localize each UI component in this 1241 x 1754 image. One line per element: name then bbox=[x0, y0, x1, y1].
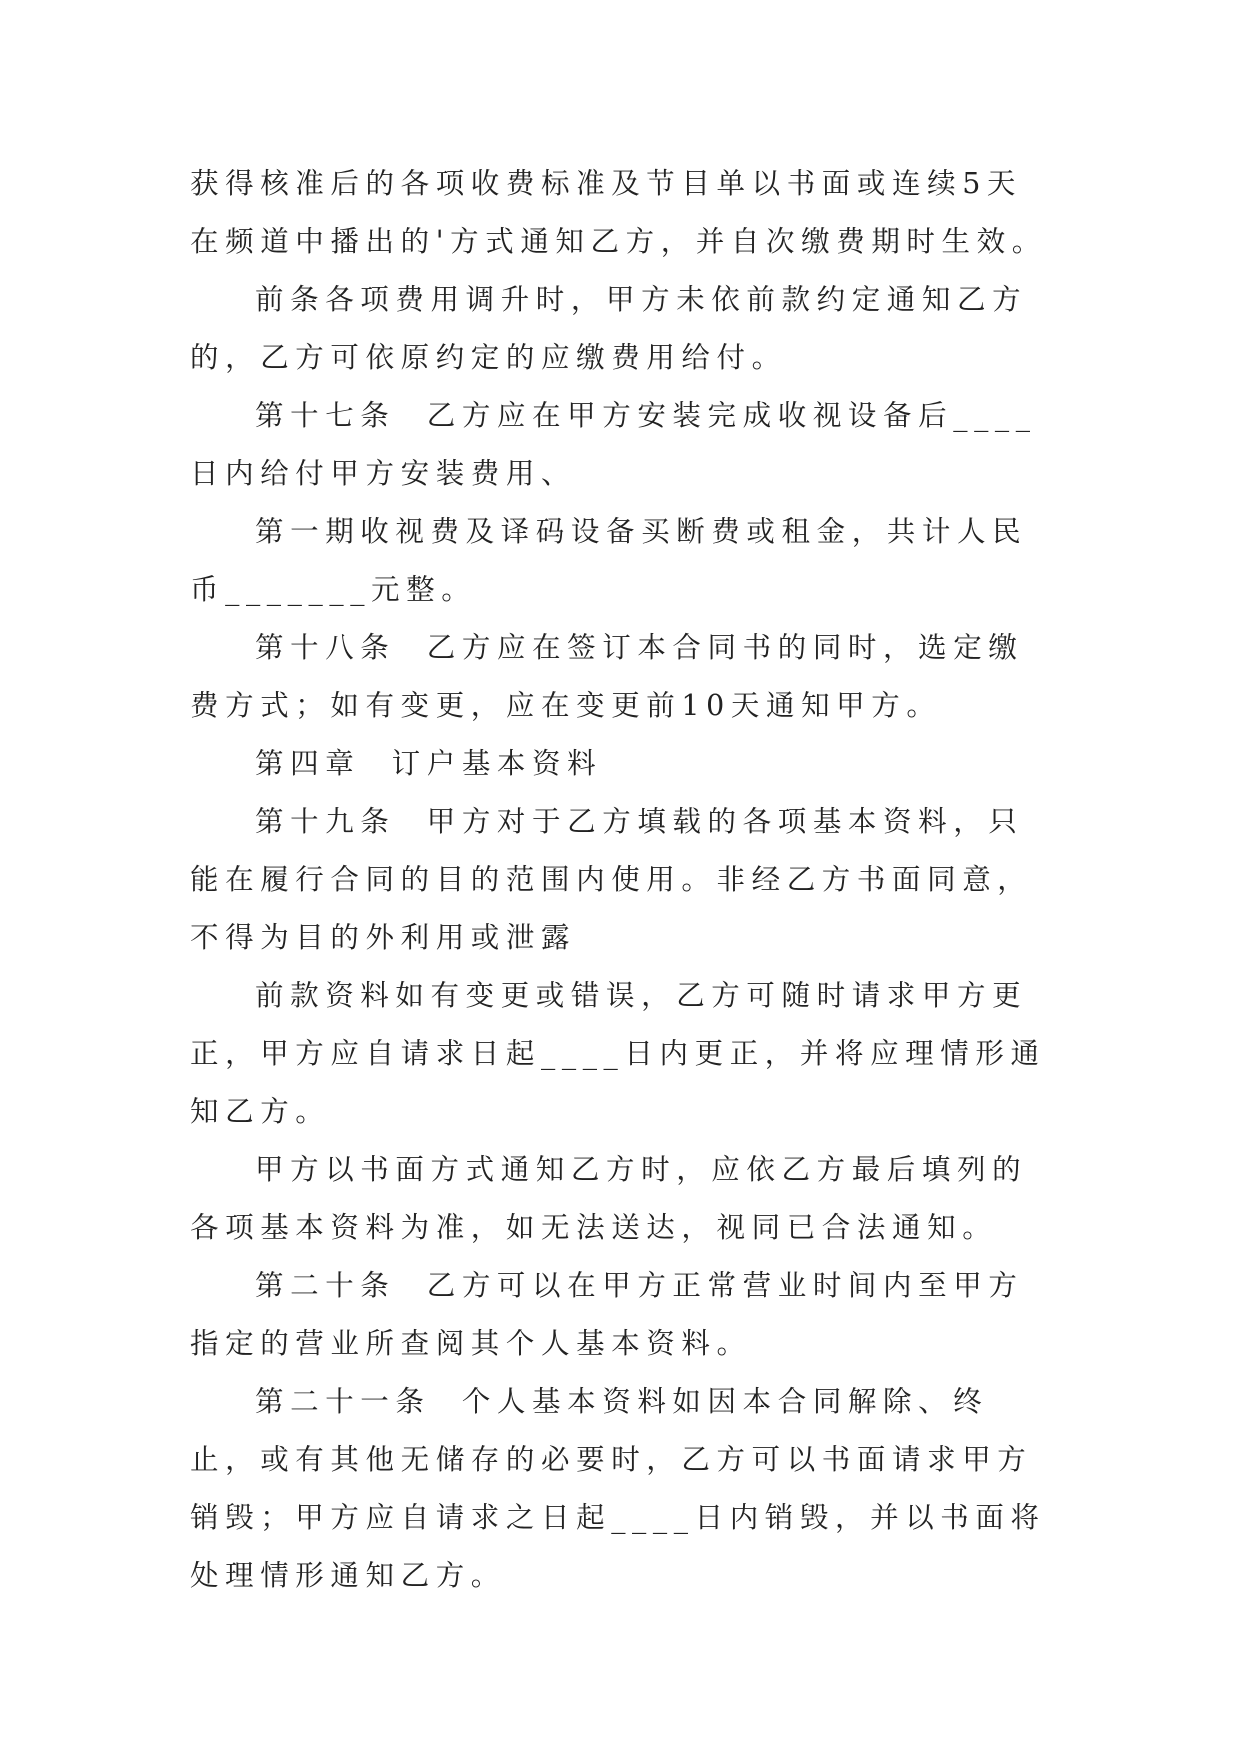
article-17-paragraph: 第十七条 乙方应在甲方安装完成收视设备后____日内给付甲方安装费用、 bbox=[190, 399, 1037, 490]
article-21-paragraph: 第二十一条 个人基本资料如因本合同解除、终止，或有其他无储存的必要时，乙方可以书面请求甲方销毁；甲方应自请求之日起____日内销毁，并以书面将处理情形通知乙方。 bbox=[190, 1385, 1046, 1592]
article-19-paragraph: 第十九条 甲方对于乙方填载的各项基本资料，只能在履行合同的目的范围内使用。非经乙方书面同意，不得为目的外利用或泄露 bbox=[190, 805, 1033, 954]
paragraph: 获得核准后的各项收费标准及节目单以书面或连续5天在频道中播出的'方式通知乙方，并自次缴费期时生效。 bbox=[190, 167, 1047, 258]
article-20-paragraph: 第二十条 乙方可以在甲方正常营业时间内至甲方指定的营业所查阅其个人基本资料。 bbox=[190, 1269, 1024, 1360]
document-body bbox=[190, 155, 1050, 1605]
chapter-4-heading: 第四章 订户基本资料 bbox=[255, 747, 603, 780]
paragraph: 前条各项费用调升时，甲方未依前款约定通知乙方的，乙方可依原约定的应缴费用给付。 bbox=[190, 283, 1028, 374]
paragraph: 前款资料如有变更或错误，乙方可随时请求甲方更正，甲方应自请求日起____日内更正，并将应理情形通知乙方。 bbox=[190, 979, 1046, 1128]
paragraph: 第一期收视费及译码设备买断费或租金，共计人民币_______元整。 bbox=[190, 515, 1028, 606]
article-18-paragraph: 第十八条 乙方应在签订本合同书的同时，选定缴费方式；如有变更，应在变更前10天通知甲方。 bbox=[190, 631, 1024, 722]
paragraph: 甲方以书面方式通知乙方时，应依乙方最后填列的各项基本资料为准，如无法送达，视同已合法通知。 bbox=[190, 1153, 1028, 1244]
